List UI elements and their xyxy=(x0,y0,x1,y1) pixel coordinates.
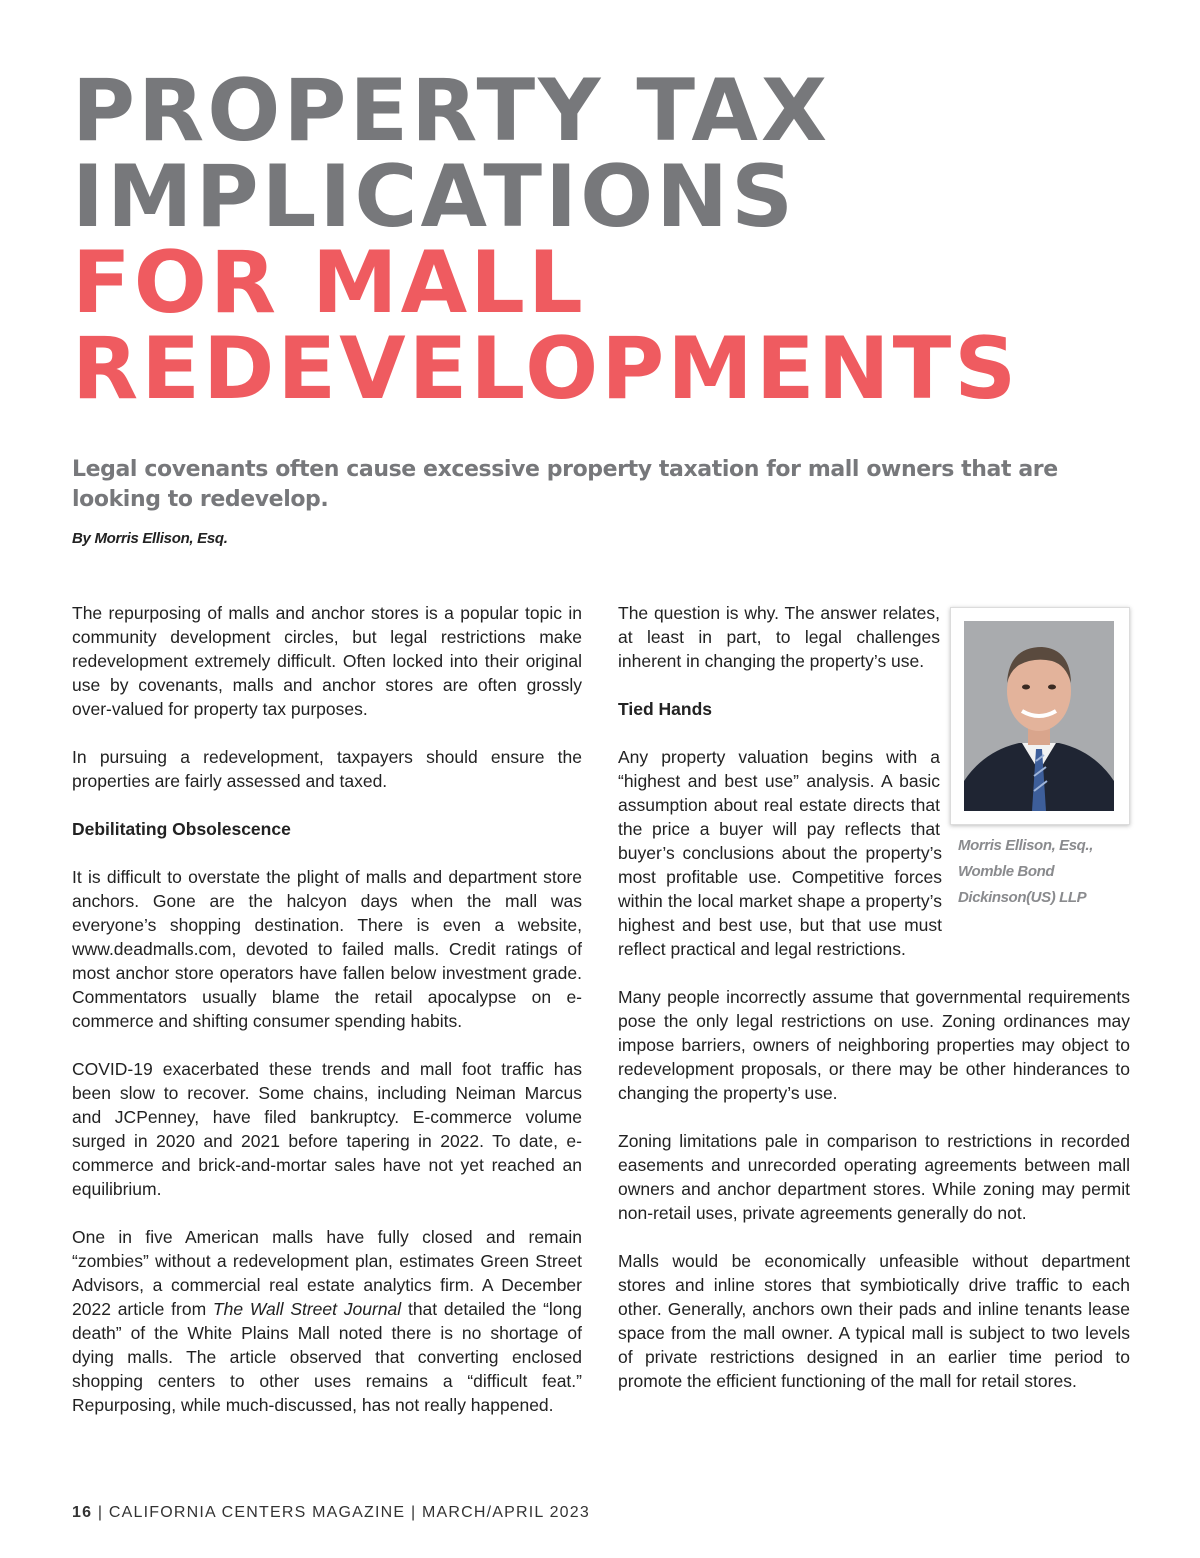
footer-separator: | xyxy=(92,1504,109,1521)
magazine-name: CALIFORNIA CENTERS MAGAZINE xyxy=(108,1504,406,1521)
title-line-3: FOR MALL xyxy=(72,233,586,333)
section-heading: Tied Hands xyxy=(618,699,713,719)
author-photo xyxy=(964,621,1114,811)
title-line-1: PROPERTY TAX xyxy=(72,61,831,161)
caption-line: Womble Bond xyxy=(958,863,1055,880)
page-number: 16 xyxy=(72,1504,93,1521)
caption-line: Morris Ellison, Esq., xyxy=(958,837,1093,854)
section-heading: Debilitating Obsolescence xyxy=(72,819,291,839)
photo-caption xyxy=(958,833,1130,911)
author-portrait-illustration xyxy=(964,621,1114,811)
article-title xyxy=(72,61,1172,419)
paragraph: COVID-19 exacerbated these trends and mall foot traffic has been slow to recover. Some chains, including Neiman Marcus and JCPenney, have filed bankruptcy. E-commerce volume surged in 2020 and 2021 before tapering in 2022. To date, e-commerce and brick-and-mortar sales have not yet reached an equilibrium. xyxy=(72,1059,582,1199)
paragraph: In pursuing a redevelopment, taxpayers should ensure the properties are fairly assessed and taxed. xyxy=(72,747,582,791)
byline: By Morris Ellison, Esq. xyxy=(72,530,228,547)
right-column xyxy=(618,601,1130,1417)
author-photo-frame xyxy=(950,607,1130,825)
paragraph: Malls would be economically unfeasible without department stores and inline stores that symbiotically drive traffic to each other. Generally, anchors own their pads and inline tenants lease space from the mall owner. A typical mall is subject to two levels of private restrictions designed in an earlier time period to promote the efficient functioning of the mall for retail stores. xyxy=(618,1251,1130,1391)
title-line-2: IMPLICATIONS xyxy=(72,147,797,247)
left-column xyxy=(72,601,582,1441)
paragraph: Any property valuation begins with a “highest and best use” analysis. A basic assumption about real estate directs that the price a buyer will pay reflects that buyer’s conclusions about the property’s most profitable use. Competitive forces within the local market shape a property’s highest and best use, but that use must reflect practical and legal restrictions. xyxy=(618,747,942,959)
footer-separator: | xyxy=(405,1504,422,1521)
article-deck: Legal covenants often cause excessive property taxation for mall owners that are looking to redevelop. xyxy=(72,457,1058,512)
page-footer xyxy=(72,1504,590,1522)
caption-line: Dickinson(US) LLP xyxy=(958,889,1087,906)
publication-name: The Wall Street Journal xyxy=(212,1299,402,1319)
paragraph xyxy=(72,1225,582,1417)
text-run: One in five American malls have fully closed and remain “zombies” without a redevelopment plan, estimates Green Street Advisors, a commercial real estate analytics firm. A December 2022 article from xyxy=(72,1227,582,1319)
paragraph: The question is why. The answer relates, at least in part, to legal challenges inherent in changing the property’s use. xyxy=(618,603,940,671)
paragraph: Many people incorrectly assume that governmental requirements pose the only legal restrictions on use. Zoning ordinances may impose barriers, owners of neighboring properties may object to redevelopment proposals, or there may be other hinderances to changing the property’s use. xyxy=(618,987,1130,1103)
text-run: that detailed the “long death” of the White Plains Mall noted there is no shortage of dying malls. The article observed that converting enclosed shopping centers to other uses remains a “difficult feat.” Repurposing, while much-discussed, has not really happened. xyxy=(72,1299,582,1415)
paragraph: The repurposing of malls and anchor stores is a popular topic in community development circles, but legal restrictions make redevelopment extremely difficult. Often locked into their original use by covenants, malls and anchor stores are often grossly over-valued for property tax purposes. xyxy=(72,603,582,719)
paragraph: Zoning limitations pale in comparison to restrictions in recorded easements and unrecorded operating agreements between mall owners and anchor department stores. While zoning may permit non-retail uses, private agreements generally do not. xyxy=(618,1131,1130,1223)
paragraph: It is difficult to overstate the plight of malls and department store anchors. Gone are the halcyon days when the mall was everyone’s shopping destination. There is even a website, www.deadmalls.com, devoted to failed malls. Credit ratings of most anchor store operators have fallen below investment grade. Commentators usually blame the retail apocalypse on e-commerce and shifting consumer spending habits. xyxy=(72,867,582,1031)
title-line-4: REDEVELOPMENTS xyxy=(72,319,1020,419)
issue-date: MARCH/APRIL 2023 xyxy=(421,1504,590,1521)
